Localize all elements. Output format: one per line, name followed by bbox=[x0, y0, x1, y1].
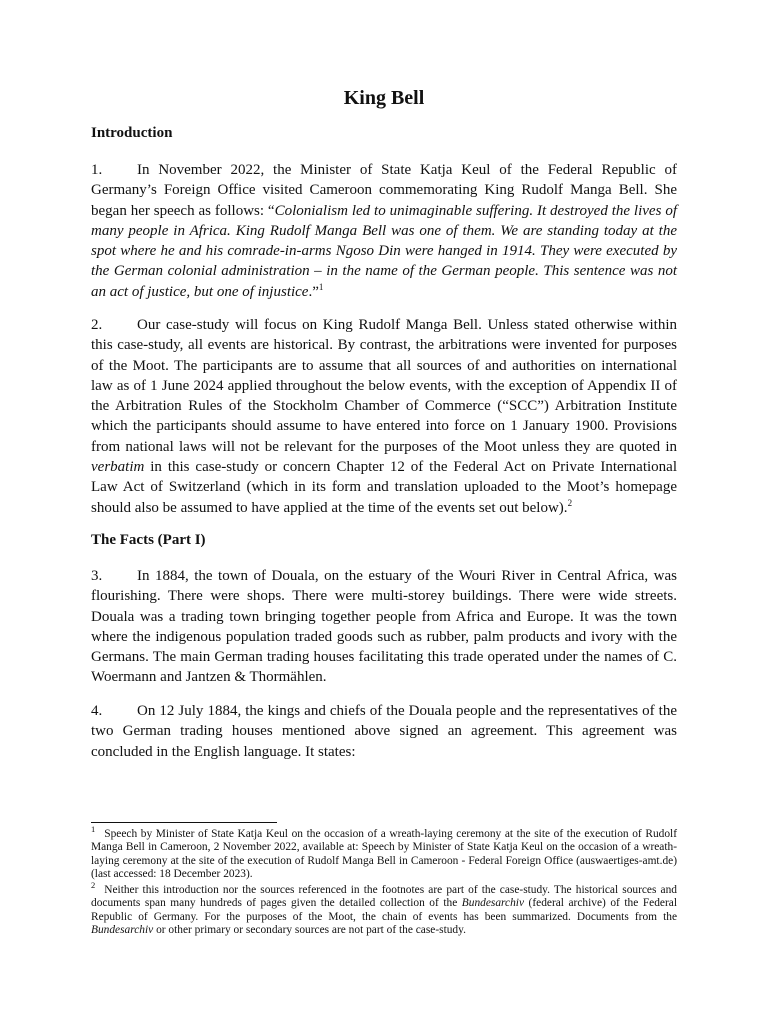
footnote-1-text: Speech by Minister of State Katja Keul on the occasion of a wreath-laying ceremony at the site of the execution of Rudolf Manga Bell in Cameroon, 2 November 2022, available at: Speech by Minister of State Katja Keul on the occasion of a wreath-laying ceremony at the site of the execution of Rudolf Manga Bell in Cameroon - Federal Foreign Office (auswaertiges-amt.de) (last accessed: 18 December 2023). bbox=[91, 828, 677, 881]
verbatim-term: verbatim bbox=[91, 459, 145, 476]
footnote-2-mark: 2 bbox=[91, 880, 96, 891]
paragraph-3-number: 3. bbox=[91, 568, 103, 584]
footnote-2 bbox=[91, 880, 677, 938]
footnote-separator bbox=[91, 822, 277, 823]
footnote-1-mark: 1 bbox=[91, 824, 96, 835]
footnote-2-text-end: or other primary or secondary sources are not part of the case-study. bbox=[153, 924, 466, 937]
document-title: King Bell bbox=[343, 87, 425, 109]
bundesarchiv-term: Bundesarchiv bbox=[461, 897, 525, 910]
paragraph-1-text: In November 2022, the Minister of State Katja Keul of the Federal Republic of Germany’s Foreign Office visited Cameroon commemorating King Rudolf Manga Bell. She began her speech as follows: “ bbox=[91, 162, 677, 219]
paragraph-1-quote-end: .” bbox=[308, 283, 319, 300]
paragraph-4 bbox=[91, 701, 677, 762]
paragraph-1-number: 1. bbox=[91, 162, 103, 178]
facts-heading: The Facts (Part I) bbox=[91, 532, 206, 548]
introduction-heading: Introduction bbox=[91, 125, 173, 141]
paragraph-2-text-end: in this case-study or concern Chapter 12 of the Federal Act on Private International Law Act of Switzerland (which in its form and translation uploaded to the Moot’s homepage should also be assumed to have applied at the time of the events set out below). bbox=[91, 459, 677, 516]
paragraph-1 bbox=[91, 160, 677, 302]
paragraph-2 bbox=[91, 315, 677, 518]
footnote-2-text-mid: (federal archive) of the Federal Republic of Germany. For the purposes of the Moot, the chain of events has been summarized. Documents from the bbox=[91, 897, 677, 923]
paragraph-4-text: On 12 July 1884, the kings and chiefs of the Douala people and the representatives of the two German trading houses mentioned above signed an agreement. This agreement was concluded in the English language. It states: bbox=[91, 703, 677, 760]
footnote-1 bbox=[91, 824, 677, 882]
paragraph-1-quote: Colonialism led to unimaginable suffering. It destroyed the lives of many people in Africa. King Rudolf Manga Bell was one of them. We are standing today at the spot where he and his comrade-in-arms Ngoso Din were hanged in 1914. They were executed by the German colonial administration – in the name of the German people. This sentence was not an act of justice, but one of injustice bbox=[91, 202, 677, 300]
paragraph-4-number: 4. bbox=[91, 703, 103, 719]
paragraph-3-text: In 1884, the town of Douala, on the estuary of the Wouri River in Central Africa, was flourishing. There were shops. There were multi-storey buildings. There were wide streets. Douala was a trading town bringing together people from Africa and Europe. It was the town where the indigenous population traded goods such as rubber, palm products and ivory with the Germans. The main German trading houses facilitating this trade operated under the names of C. Woermann and Jantzen & Thormählen. bbox=[91, 568, 677, 686]
footnote-ref-1: 1 bbox=[318, 281, 324, 292]
footnote-ref-2: 2 bbox=[567, 497, 573, 508]
paragraph-3 bbox=[91, 566, 677, 688]
paragraph-2-number: 2. bbox=[91, 317, 103, 333]
bundesarchiv-term: Bundesarchiv bbox=[91, 924, 154, 937]
paragraph-2-text: Our case-study will focus on King Rudolf Manga Bell. Unless stated otherwise within this case-study, all events are historical. By contrast, the arbitrations were invented for purposes of the Moot. The participants are to assume that all sources of and authorities on international law as of 1 June 2024 applied throughout the below events, with the exception of Appendix II of the Arbitration Rules of the Stockholm Chamber of Commerce (“SCC”) Arbitration Institute which the participants should assume to have entered into force on 1 January 1900. Provisions from national laws will not be relevant for the purposes of the Moot unless they are quoted in bbox=[91, 317, 677, 455]
footnote-2-text: Neither this introduction nor the sources referenced in the footnotes are part of the case-study. The historical sources and documents span many hundreds of pages given the detailed collection of the bbox=[91, 884, 677, 910]
